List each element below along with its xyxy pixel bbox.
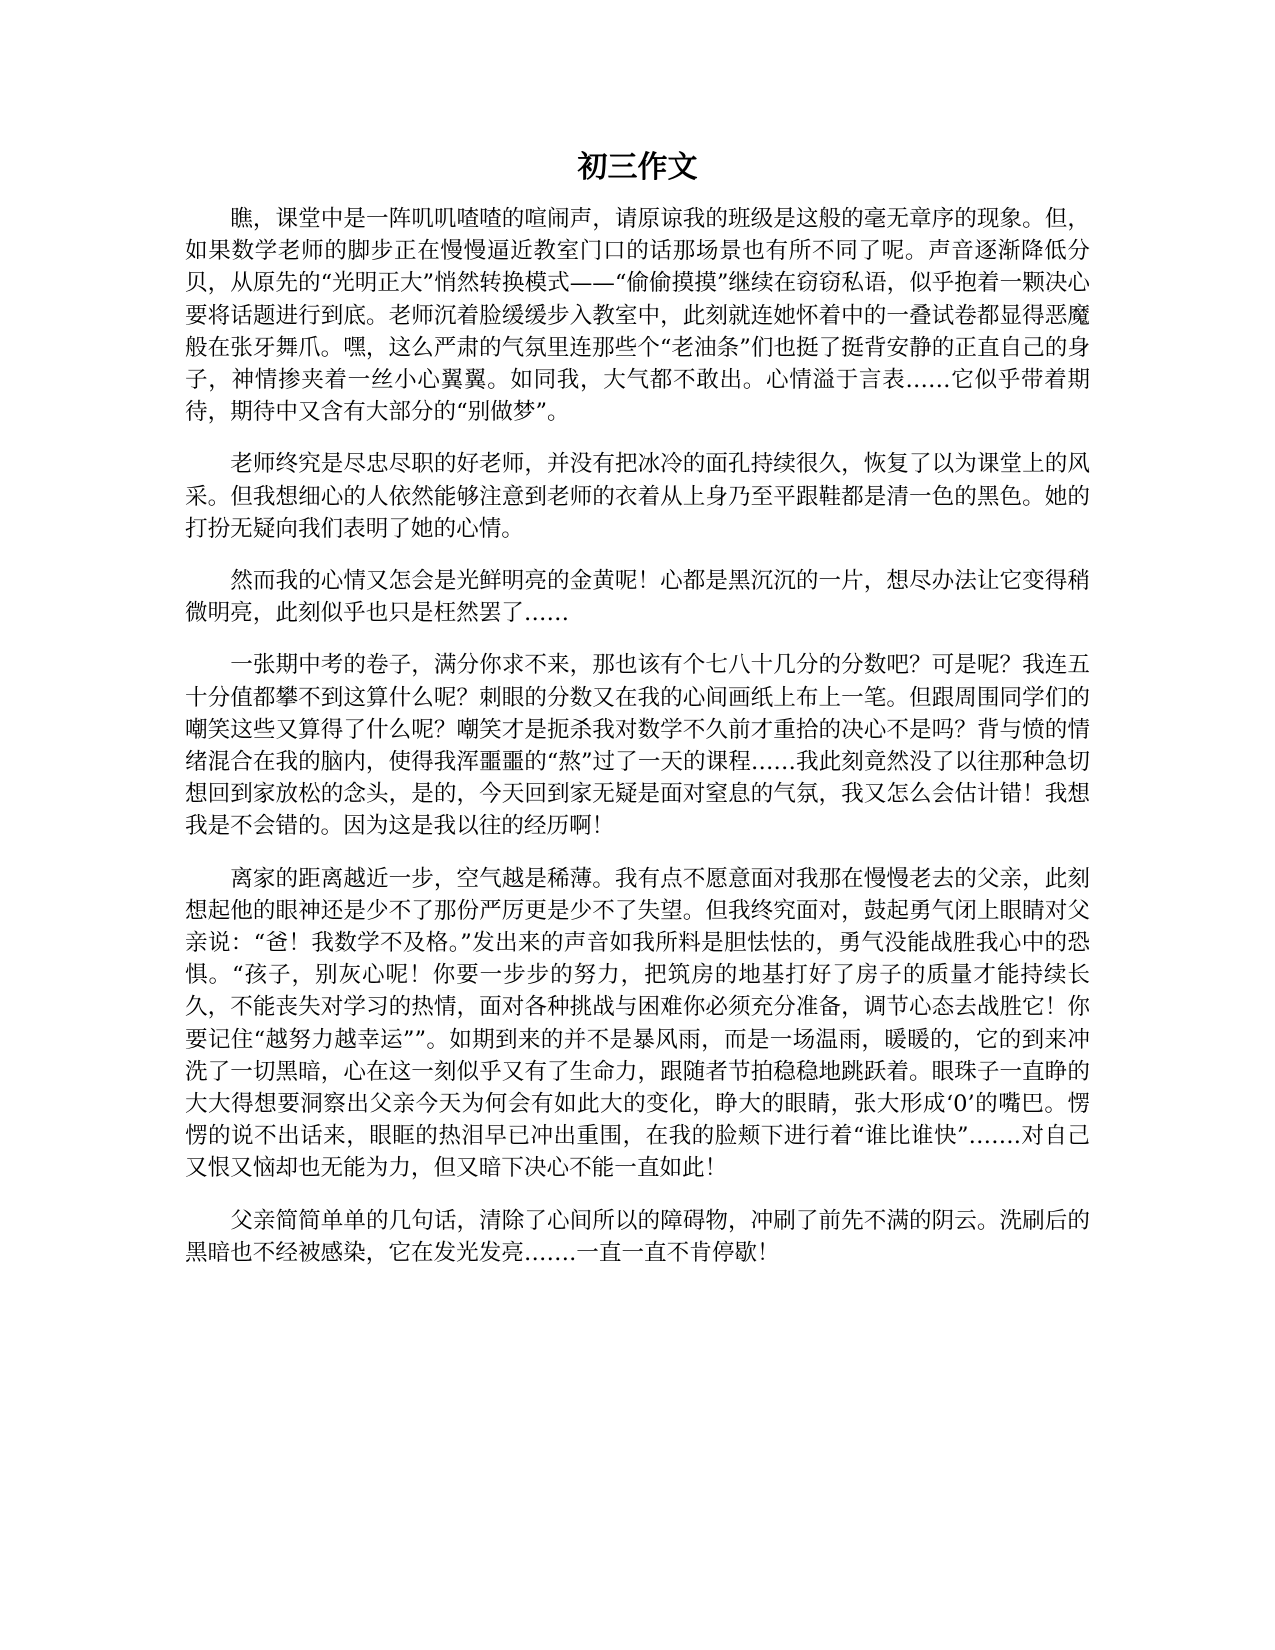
paragraph-3: 然而我的心情又怎会是光鲜明亮的金黄呢！心都是黑沉沉的一片，想尽办法让它变得稍微明亮，此刻似乎也只是枉然罢了…… <box>185 568 1090 627</box>
paragraph-4: 一张期中考的卷子，满分你求不来，那也该有个七八十几分的分数吧？可是呢？我连五十分值都攀不到这算什么呢？刺眼的分数又在我的心间画纸上布上一笔。但跟周围同学们的嘲笑这些又算得了什么呢？嘲笑才是扼杀我对数学不久前才重拾的决心不是吗？背与愤的情绪混合在我的脑内，使得我浑噩噩的“熬”过了一天的课程……我此刻竟然没了以往那种急切想回到家放松的念头，是的，今天回到家无疑是面对窒息的气氛，我又怎么会估计错！我想我是不会错的。因为这是我以往的经历啊！ <box>185 652 1090 840</box>
document-title: 初三作文 <box>577 150 698 185</box>
paragraph-1: 瞧，课堂中是一阵叽叽喳喳的喧闹声，请原谅我的班级是这般的毫无章序的现象。但，如果数学老师的脚步正在慢慢逼近教室门口的话那场景也有所不同了呢。声音逐渐降低分贝，从原先的“光明正大”悄然转换模式——“偷偷摸摸”继续在窃窃私语，似乎抱着一颗决心要将话题进行到底。老师沉着脸缓缓步入教室中，此刻就连她怀着中的一叠试卷都显得恶魔般在张牙舞爪。嘿，这么严肃的气氛里连那些个“老油条”们也挺了挺背安静的正直自己的身子，神情掺夹着一丝小心翼翼。如同我，大气都不敢出。心情溢于言表……它似乎带着期待，期待中又含有大部分的“别做梦”。 <box>185 206 1090 426</box>
paragraph-5: 离家的距离越近一步，空气越是稀薄。我有点不愿意面对我那在慢慢老去的父亲，此刻想起他的眼神还是少不了那份严厉更是少不了失望。但我终究面对，鼓起勇气闭上眼睛对父亲说：“爸！我数学不及格。”发出来的声音如我所料是胆怯怯的，勇气没能战胜我心中的恐惧。“孩子，别灰心呢！你要一步步的努力，把筑房的地基打好了房子的质量才能持续长久，不能丧失对学习的热情，面对各种挑战与困难你必须充分准备，调节心态去战胜它！你要记住“越努力越幸运””。如期到来的并不是暴风雨，而是一场温雨，暖暖的，它的到来冲洗了一切黑暗，心在这一刻似乎又有了生命力，跟随者节拍稳稳地跳跃着。眼珠子一直睁的大大得想要洞察出父亲今天为何会有如此大的变化，睁大的眼睛，张大形成‘0’的嘴巴。愣愣的说不出话来，眼眶的热泪早已冲出重围，在我的脸颊下进行着“谁比谁快”…….对自己又恨又恼却也无能为力，但又暗下决心不能一直如此！ <box>185 865 1090 1182</box>
paragraph-2: 老师终究是尽忠尽职的好老师，并没有把冰冷的面孔持续很久，恢复了以为课堂上的风采。但我想细心的人依然能够注意到老师的衣着从上身乃至平跟鞋都是清一色的黑色。她的打扮无疑向我们表明了她的心情。 <box>185 451 1090 542</box>
document-body <box>185 203 1090 1289</box>
paragraph-6: 父亲简简单单的几句话，清除了心间所以的障碍物，冲刷了前先不满的阴云。洗刷后的黑暗也不经被感染，它在发光发亮…….一直一直不肯停歇！ <box>185 1207 1090 1266</box>
